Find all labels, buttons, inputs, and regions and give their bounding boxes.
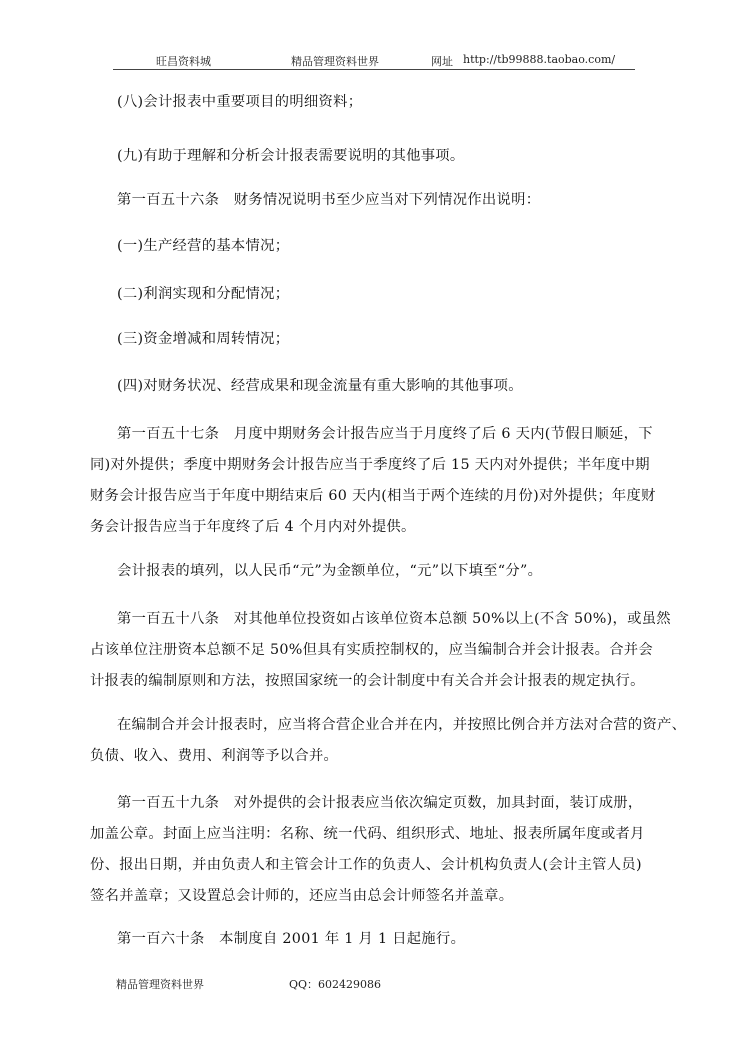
article-157-line: 务会计报告应当于年度终了后 4 个月内对外提供。 — [90, 519, 416, 535]
page-header — [113, 49, 635, 70]
paragraph-line: (一)生产经营的基本情况； — [117, 238, 290, 254]
footer-qq: QQ：602429086 — [289, 978, 382, 991]
article-156-line: 第一百五十六条 财务情况说明书至少应当对下列情况作出说明： — [117, 192, 541, 208]
article-160-line: 第一百六十条 本制度自 2001 年 1 月 1 日起施行。 — [117, 931, 466, 947]
article-159-line: 加盖公章。封面上应当注明：名称、统一代码、组织形式、地址、报表所属年度或者月 — [90, 826, 645, 842]
footer-world-name: 精品管理资料世界 — [116, 978, 204, 991]
paragraph-line: 在编制合并会计报表时，应当将合营企业合并在内，并按照比例合并方法对合营的资产、 — [117, 717, 687, 733]
header-shop-name: 旺昌资料城 — [156, 55, 211, 68]
paragraph-line: (四)对财务状况、经营成果和现金流量有重大影响的其他事项。 — [117, 378, 523, 394]
paragraph-line: (九)有助于理解和分析会计报表需要说明的其他事项。 — [117, 148, 465, 164]
article-158-line: 第一百五十八条 对其他单位投资如占该单位资本总额 50%以上(不含 50%)，或虽然 — [117, 611, 671, 627]
header-url-link[interactable]: http://tb99888.taobao.com/ — [463, 53, 616, 66]
paragraph-line: 负债、收入、费用、利润等予以合并。 — [90, 748, 339, 764]
article-158-line: 计报表的编制原则和方法，按照国家统一的会计制度中有关合并会计报表的规定执行。 — [90, 673, 645, 689]
paragraph-line: (八)会计报表中重要项目的明细资料； — [117, 94, 363, 110]
paragraph-line: (三)资金增减和周转情况； — [117, 331, 290, 347]
article-159-line: 第一百五十九条 对外提供的会计报表应当依次编定页数，加具封面，装订成册， — [117, 795, 643, 811]
article-157-line: 财务会计报告应当于年度中期结束后 60 天内(相当于两个连续的月份)对外提供；年度财 — [90, 488, 656, 504]
article-157-line: 第一百五十七条 月度中期财务会计报告应当于月度终了后 6 天内(节假日顺延，下 — [117, 426, 653, 442]
article-158-line: 占该单位注册资本总额不足 50%但具有实质控制权的，应当编制合并会计报表。合并会 — [90, 642, 654, 658]
article-157-line: 同)对外提供；季度中期财务会计报告应当于季度终了后 15 天内对外提供；半年度中期 — [90, 457, 650, 473]
paragraph-line: (二)利润实现和分配情况； — [117, 286, 290, 302]
article-159-line: 签名并盖章；又设置总会计师的，还应当由总会计师签名并盖章。 — [90, 888, 514, 904]
paragraph-line: 会计报表的填列，以人民币“元”为金额单位，“元”以下填至“分”。 — [117, 563, 543, 579]
article-159-line: 份、报出日期，并由负责人和主管会计工作的负责人、会计机构负责人(会计主管人员) — [90, 857, 642, 873]
header-site-label: 网址 — [431, 55, 453, 68]
header-world-name: 精品管理资料世界 — [291, 55, 379, 68]
